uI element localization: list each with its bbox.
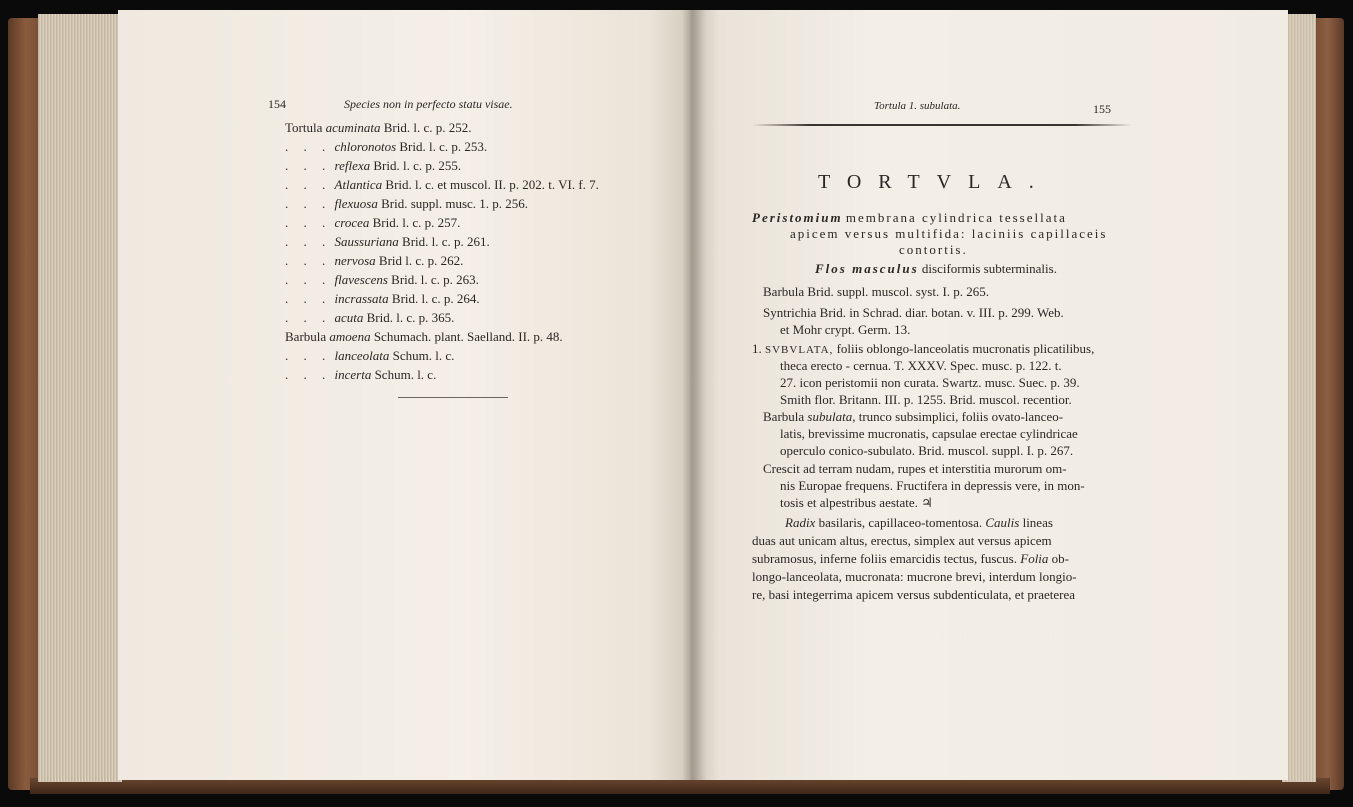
species-line: Smith flor. Britann. III. p. 1255. Brid. muscol. recentior. <box>780 392 1072 407</box>
list-item: . . . flavescens Brid. l. c. p. 263. <box>285 272 479 287</box>
barbula-line: Barbula subulata, trunco subsimplici, foliis ovato-lanceo- <box>763 409 1064 424</box>
flos-line: Flos masculus disciformis subterminalis. <box>815 261 1057 276</box>
list-item: Barbula amoena Schumach. plant. Saelland. II. p. 48. <box>285 329 563 344</box>
list-item: . . . Atlantica Brid. l. c. et muscol. II. p. 202. t. VI. f. 7. <box>285 177 599 192</box>
left-page-number: 154 <box>268 97 286 111</box>
list-item: . . . acuta Brid. l. c. p. 365. <box>285 310 455 325</box>
peristome-line: apicem versus multifida: laciniis capillaceis <box>790 226 1108 241</box>
list-item: . . . lanceolata Schum. l. c. <box>285 348 455 363</box>
description-line: duas aut unicam altus, erectus, simplex aut versus apicem <box>752 533 1052 548</box>
peristome-line: Peristomium membrana cylindrica tessellata <box>752 210 1067 225</box>
book-gutter <box>682 10 706 780</box>
section-divider <box>398 397 508 398</box>
list-item: Tortula acuminata Brid. l. c. p. 252. <box>285 120 472 135</box>
species-line: theca erecto - cernua. T. XXXV. Spec. musc. p. 122. t. <box>780 358 1062 373</box>
right-page-number: 155 <box>1093 102 1111 116</box>
list-item: . . . crocea Brid. l. c. p. 257. <box>285 215 461 230</box>
synonym-line: Syntrichia Brid. in Schrad. diar. botan. v. III. p. 299. Web. <box>763 305 1064 320</box>
synonym-line: Barbula Brid. suppl. muscol. syst. I. p. 265. <box>763 284 990 299</box>
header-rule <box>752 124 1132 126</box>
peristome-line: contortis. <box>899 242 968 257</box>
habitat-line: Crescit ad terram nudam, rupes et interstitia murorum om- <box>763 461 1067 476</box>
habitat-line: nis Europae frequens. Fructifera in depressis vere, in mon- <box>780 478 1085 493</box>
list-item: . . . reflexa Brid. l. c. p. 255. <box>285 158 462 173</box>
barbula-line: latis, brevissime mucronatis, capsulae erectae cylindricae <box>780 426 1078 441</box>
book-board-bottom <box>30 778 1330 794</box>
genus-title: TORTVLA. <box>818 171 1051 193</box>
habitat-line: tosis et alpestribus aestate. ♃ <box>780 495 933 510</box>
right-running-head: Tortula 1. subulata. <box>874 100 961 112</box>
barbula-line: operculo conico-subulato. Brid. muscol. suppl. I. p. 267. <box>780 443 1074 458</box>
list-item: . . . chloronotos Brid. l. c. p. 253. <box>285 139 488 154</box>
species-line: 27. icon peristomii non curata. Swartz. musc. Suec. p. 39. <box>780 375 1080 390</box>
description-line: re, basi integerrima apicem versus subdenticulata, et praeterea <box>752 587 1076 602</box>
left-running-head: Species non in perfecto statu visae. <box>344 97 513 111</box>
species-heading: 1. SVBVLATA, foliis oblongo-lanceolatis mucronatis plicatilibus, <box>752 341 1095 356</box>
description-line: subramosus, inferne foliis emarcidis tectus, fuscus. Folia ob- <box>752 551 1070 566</box>
description-line: longo-lanceolata, mucronata: mucrone brevi, interdum longio- <box>752 569 1077 584</box>
synonym-line: et Mohr crypt. Germ. 13. <box>780 322 911 337</box>
list-item: . . . incerta Schum. l. c. <box>285 367 437 382</box>
list-item: . . . Saussuriana Brid. l. c. p. 261. <box>285 234 490 249</box>
list-item: . . . nervosa Brid l. c. p. 262. <box>285 253 464 268</box>
page-stack-left <box>38 14 122 782</box>
list-item: . . . flexuosa Brid. suppl. musc. 1. p. 256. <box>285 196 529 211</box>
list-item: . . . incrassata Brid. l. c. p. 264. <box>285 291 480 306</box>
description-line: Radix basilaris, capillaceo-tomentosa. Caulis lineas <box>785 515 1053 530</box>
